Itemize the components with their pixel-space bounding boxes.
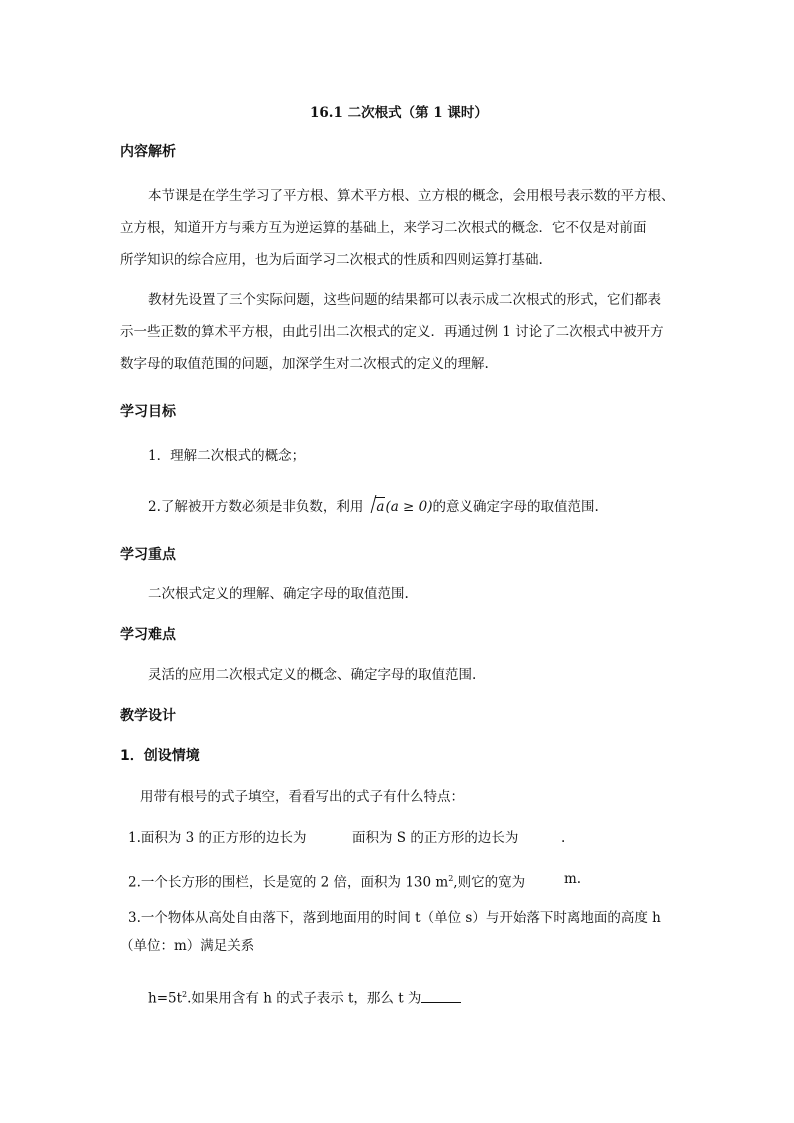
question-3-line3 [148, 986, 461, 1008]
doc-title: 16.1 二次根式（第 1 课时） [310, 105, 488, 121]
question-2-superscript: 2 [448, 874, 454, 883]
answer-blank [421, 988, 461, 1003]
question-3-formula-b: .如果用含有 h 的式子表示 t，那么 t 为 [187, 990, 422, 1007]
heading-difficulties: 学习难点 [120, 627, 176, 643]
question-1-part-a: 1.面积为 3 的正方形的边长为 [128, 830, 307, 846]
subheading-create-scenario: 1．创设情境 [120, 748, 200, 764]
question-2 [128, 870, 525, 892]
heading-content-analysis: 内容解析 [120, 144, 176, 160]
goal-item-2-prefix: 2.了解被开方数必须是非负数，利用 [148, 499, 364, 515]
radicand: a [376, 499, 385, 515]
analysis-p1-line1: 本节课是在学生学习了平方根、算术平方根、立方根的概念，会用根号表示数的平方根、 [148, 188, 675, 204]
heading-learning-goals: 学习目标 [120, 404, 176, 420]
square-root-radical [363, 497, 385, 516]
scenario-intro: 用带有根号的式子填空，看看写出的式子有什么特点： [140, 789, 464, 805]
analysis-p1-line3: 所学知识的综合应用，也为后面学习二次根式的性质和四则运算打基础. [120, 252, 543, 268]
analysis-p2-line2: 示一些正数的算术平方根，由此引出二次根式的定义．再通过例 1 讨论了二次根式中被开方 [120, 324, 664, 340]
question-1-end: . [561, 830, 566, 846]
question-2-part-a: 2.一个长方形的围栏，长是宽的 2 倍，面积为 130 m [128, 874, 449, 891]
goal-item-2-suffix: 的意义确定字母的取值范围. [432, 499, 599, 515]
analysis-p1-line2: 立方根，知道开方与乘方互为逆运算的基础上，来学习二次根式的概念．它不仅是对前面 [120, 220, 647, 236]
difficulties-text: 灵活的应用二次根式定义的概念、确定字母的取值范围. [148, 667, 477, 683]
heading-key-points: 学习重点 [120, 547, 176, 563]
key-points-text: 二次根式定义的理解、确定字母的取值范围. [148, 586, 409, 602]
heading-teaching-design: 教学设计 [120, 708, 176, 724]
question-1-part-b: 面积为 S 的正方形的边长为 [352, 830, 519, 846]
analysis-p2-line1: 教材先设置了三个实际问题，这些问题的结果都可以表示成二次根式的形式，它们都表 [148, 292, 661, 308]
goal-item-2 [148, 497, 599, 516]
question-3-line1: 3.一个物体从高处自由落下，落到地面用的时间 t（单位 s）与开始落下时离地面的高度 h [128, 910, 661, 926]
radicand-condition: (a ≥ 0) [385, 499, 433, 515]
question-2-end: m. [564, 871, 582, 887]
analysis-p2-line3: 数字母的取值范围的问题，加深学生对二次根式的定义的理解. [120, 356, 489, 372]
goal-item-1: 1．理解二次根式的概念； [148, 448, 306, 464]
question-3-superscript: 2 [182, 990, 188, 999]
question-3-formula-a: h=5t [148, 990, 183, 1007]
question-3-line2: （单位：m）满足关系 [120, 938, 255, 954]
question-2-part-b: ,则它的宽为 [453, 874, 526, 891]
